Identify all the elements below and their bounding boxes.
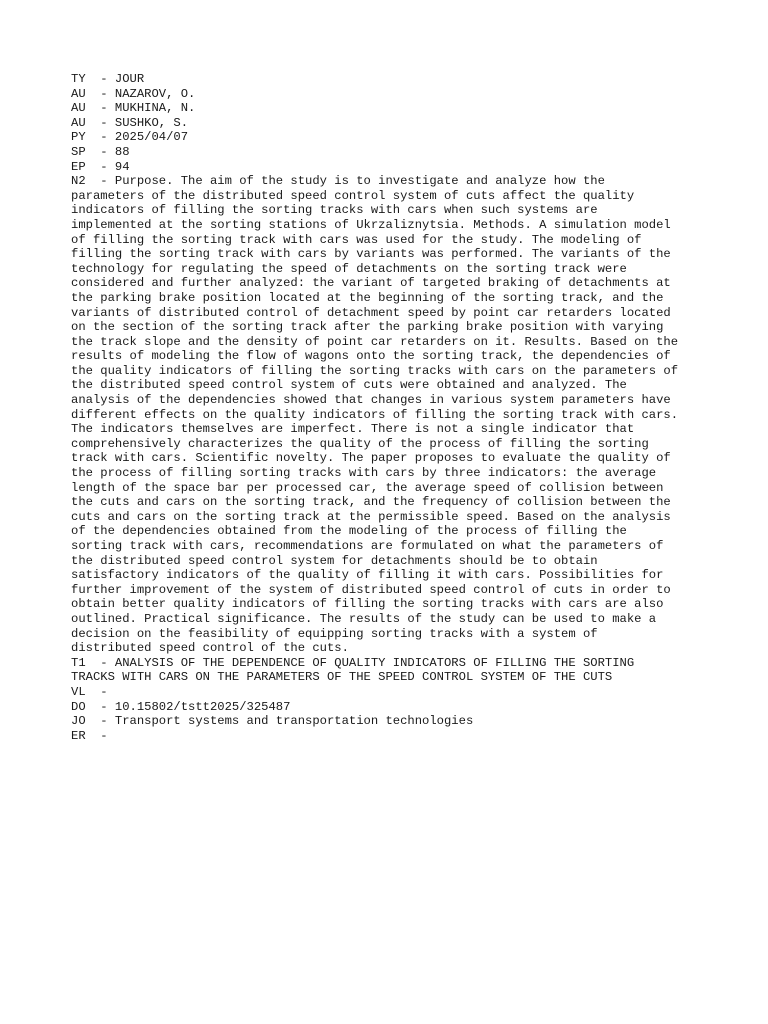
ris-line: variants of distributed control of detachment speed by point car retarders located	[71, 305, 671, 320]
ris-line: AU - MUKHINA, N.	[71, 101, 196, 116]
ris-line: the track slope and the density of point car retarders on it. Results. Based on the	[71, 334, 679, 349]
ris-line: the distributed speed control system of cuts were obtained and analyzed. The	[71, 378, 627, 393]
ris-line: the parking brake position located at the beginning of the sorting track, and the	[71, 290, 664, 305]
ris-line: results of modeling the flow of wagons onto the sorting track, the dependencies of	[71, 349, 671, 364]
ris-line: AU - SUSHKO, S.	[71, 115, 189, 130]
ris-line: the distributed speed control system for detachments should be to obtain	[71, 553, 598, 568]
ris-line: The indicators themselves are imperfect. There is not a single indicator that	[71, 422, 635, 437]
ris-citation-text	[71, 72, 711, 743]
ris-line: outlined. Practical significance. The results of the study can be used to make a	[71, 611, 657, 626]
ris-line: TRACKS WITH CARS ON THE PARAMETERS OF THE SPEED CONTROL SYSTEM OF THE CUTS	[71, 670, 613, 685]
ris-line: indicators of filling the sorting tracks with cars when such systems are	[71, 203, 598, 218]
ris-line: decision on the feasibility of equipping sorting tracks with a system of	[71, 626, 598, 641]
ris-line: ER -	[71, 728, 108, 743]
ris-line: VL -	[71, 684, 108, 699]
ris-line: of the dependencies obtained from the modeling of the process of filling the	[71, 524, 627, 539]
ris-line: cuts and cars on the sorting track at the permissible speed. Based on the analysis	[71, 509, 671, 524]
ris-line: sorting track with cars, recommendations are formulated on what the parameters of	[71, 539, 664, 553]
ris-line: filling the sorting track with cars by variants was performed. The variants of the	[71, 247, 671, 262]
ris-line: EP - 94	[71, 159, 130, 174]
ris-line: on the section of the sorting track after the parking brake position with varying	[71, 320, 664, 335]
ris-line: length of the space bar per processed car, the average speed of collision between	[71, 480, 664, 495]
ris-line: TY - JOUR	[71, 72, 145, 86]
ris-line: the quality indicators of filling the sorting tracks with cars on the parameters of	[71, 363, 679, 378]
ris-line: track with cars. Scientific novelty. The paper proposes to evaluate the quality of	[71, 451, 671, 466]
ris-line: N2 - Purpose. The aim of the study is to investigate and analyze how the	[71, 174, 605, 189]
ris-line: of filling the sorting track with cars was used for the study. The modeling of	[71, 232, 642, 247]
ris-line: SP - 88	[71, 144, 130, 159]
ris-line: technology for regulating the speed of detachments on the sorting track were	[71, 261, 627, 276]
ris-line: comprehensively characterizes the quality of the process of filling the sorting	[71, 436, 649, 451]
ris-line: T1 - ANALYSIS OF THE DEPENDENCE OF QUALITY INDICATORS OF FILLING THE SORTING	[71, 655, 635, 670]
ris-line: implemented at the sorting stations of Ukrzaliznytsia. Methods. A simulation model	[71, 217, 671, 232]
ris-line: the process of filling sorting tracks with cars by three indicators: the average	[71, 466, 657, 481]
ris-line: satisfactory indicators of the quality of filling it with cars. Possibilities for	[71, 568, 664, 583]
ris-line: PY - 2025/04/07	[71, 130, 189, 145]
ris-line: different effects on the quality indicators of filling the sorting track with cars.	[71, 407, 679, 422]
ris-line: DO - 10.15802/tstt2025/325487	[71, 699, 291, 714]
ris-line: analysis of the dependencies showed that changes in various system parameters have	[71, 393, 671, 408]
ris-line: obtain better quality indicators of filling the sorting tracks with cars are also	[71, 597, 664, 612]
ris-line: further improvement of the system of distributed speed control of cuts in order to	[71, 582, 671, 597]
ris-line: considered and further analyzed: the variant of targeted braking of detachments at	[71, 276, 671, 291]
ris-line: the cuts and cars on the sorting track, and the frequency of collision between the	[71, 495, 671, 510]
ris-line: distributed speed control of the cuts.	[71, 641, 349, 656]
ris-line: JO - Transport systems and transportation technologies	[71, 714, 474, 729]
ris-line: AU - NAZAROV, O.	[71, 86, 196, 101]
ris-line: parameters of the distributed speed control system of cuts affect the quality	[71, 188, 635, 203]
